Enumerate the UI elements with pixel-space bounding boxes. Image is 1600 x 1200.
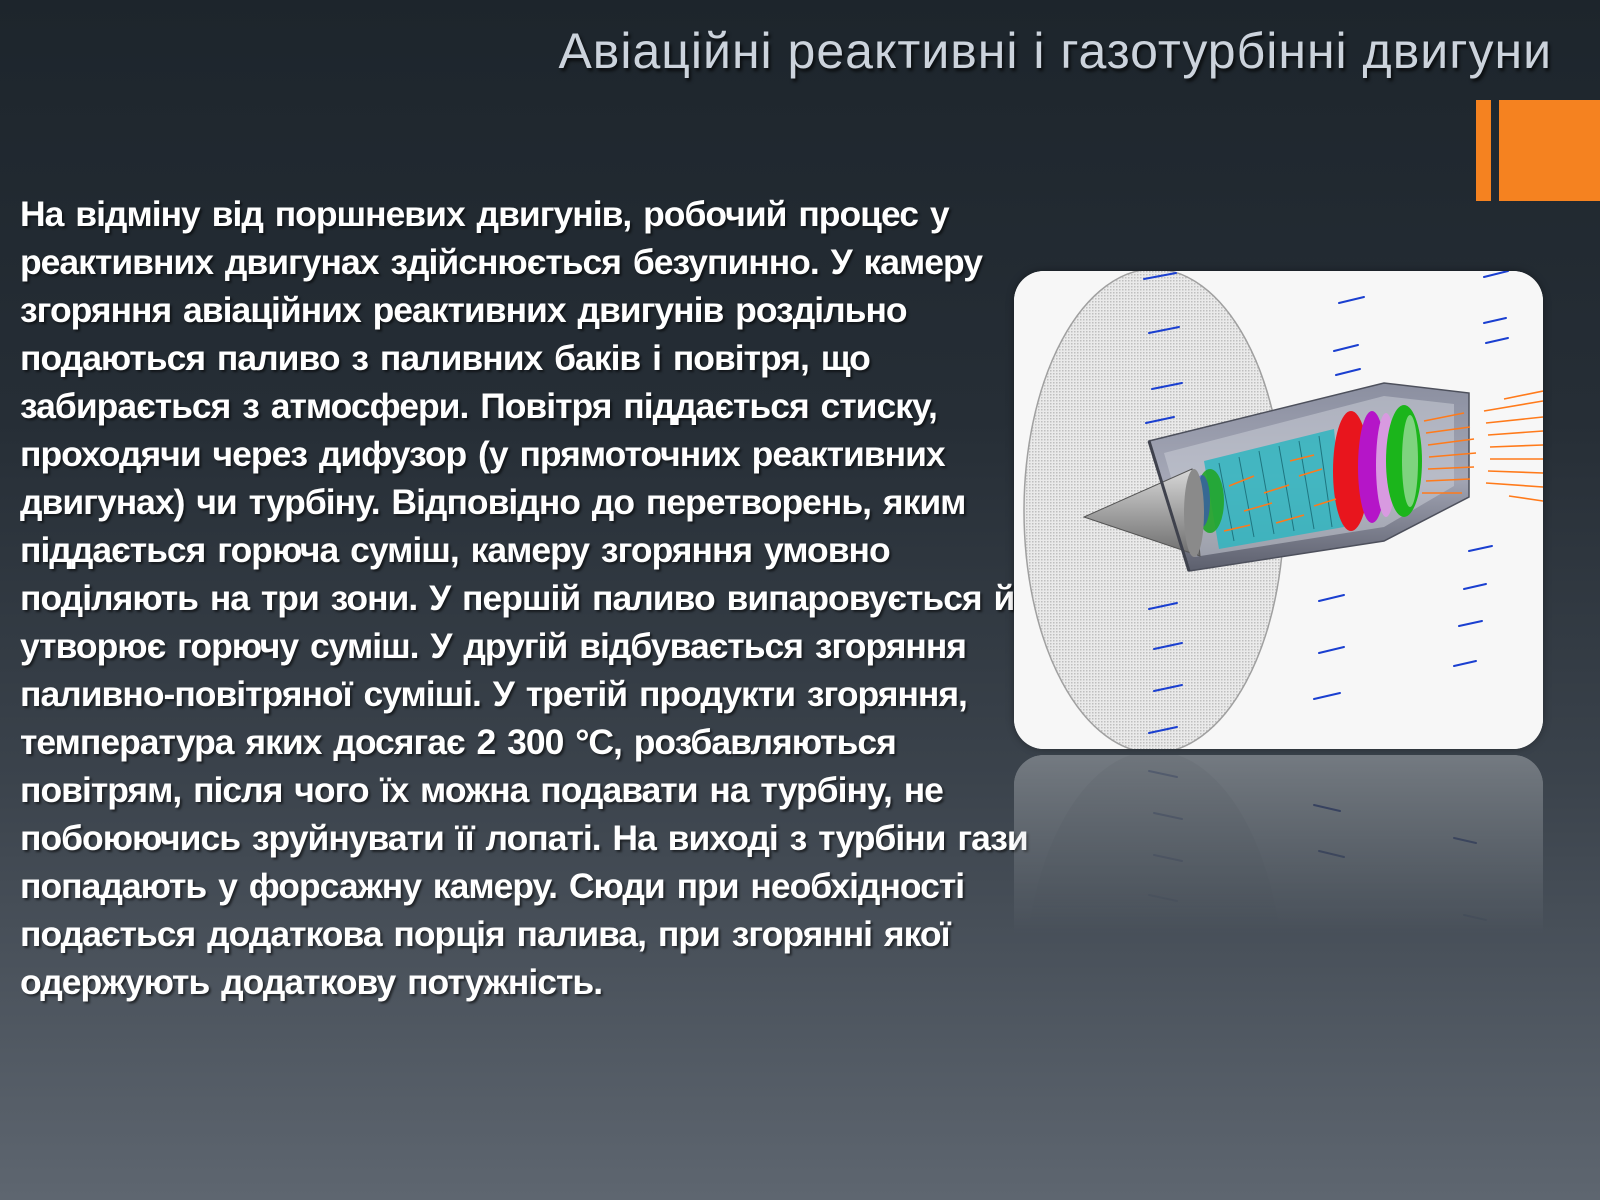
illustration-reflection [1014, 755, 1543, 935]
accent-bar [1476, 100, 1491, 201]
slide-title: Авіаційні реактивні і газотурбінні двигуни [558, 23, 1552, 79]
body-paragraph: На відміну від поршневих двигунів, робочий процес у реактивних двигунах здійснюється безупинно. У камеру згоряння авіаційних реактивних двигунів роздільно подаються паливо з паливних баків і повітря, що забирається з атмосфери. Повітря піддається стиску, проходячи через дифузор (у прямоточних реактивних двигунах) чи турбіну. Відповідно до перетворень, яким піддається горюча суміш, камеру згоряння умовно поділяють на три зони. У першій паливо випаровується й утворює горючу суміш. У другій відбувається згоряння паливно-повітряної суміші. У третій продукти згоряння, температура яких досягає 2 300 °С, розбавляються повітрям, після чого їх можна подавати на турбіну, не побоюючись зруйнувати її лопаті. На виході з турбіни гази попадають у форсажну камеру. Сюди при необхідності подається додаткова порція палива, при згорянні якої одержують додаткову потужність. [20, 194, 1028, 1002]
jet-engine-illustration [1014, 271, 1543, 749]
accent-block [1499, 100, 1600, 201]
